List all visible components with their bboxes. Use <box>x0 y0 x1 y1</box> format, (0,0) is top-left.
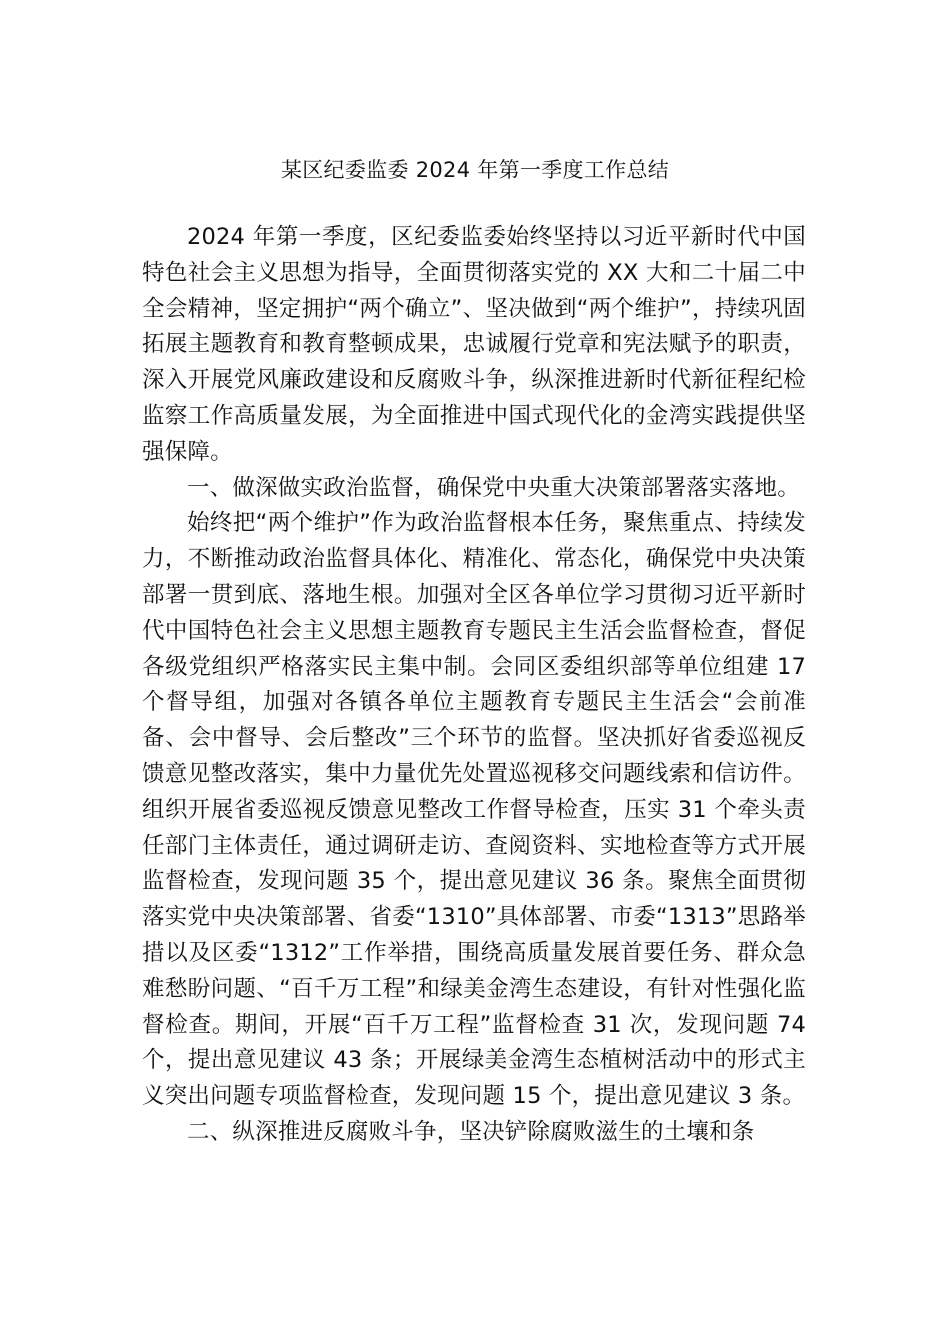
document-title: 某区纪委监委 2024 年第一季度工作总结 <box>280 158 670 182</box>
document-body <box>142 220 806 1151</box>
section-one-heading: 一、做深做实政治监督，确保党中央重大决策部署落实落地。 <box>187 474 800 501</box>
section-one-paragraph: 始终把“两个维护”作为政治监督根本任务，聚焦重点、持续发力，不断推动政治监督具体化、精准化、常态化，确保党中央决策部署一贯到底、落地生根。加强对全区各单位学习贯彻习近平新时代中国特色社会主义思想主题教育专题民主生活会监督检查，督促各级党组织严格落实民主集中制。会同区委组织部等单位组建 17 个督导组，加强对各镇各单位主题教育专题民主生活会“会前准备、会中督导、会后整改”三个环节的监督。坚决抓好省委巡视反馈意见整改落实，集中力量优先处置巡视移交问题线索和信访件。组织开展省委巡视反馈意见整改工作督导检查，压实 31 个牵头责任部门主体责任，通过调研走访、查阅资料、实地检查等方式开展监督检查，发现问题 35 个，提出意见建议 36 条。聚焦全面贯彻落实党中央决策部署、省委“1310”具体部署、市委“1313”思路举措以及区委“1312”工作举措，围绕高质量发展首要任务、群众急难愁盼问题、“百千万工程”和绿美金湾生态建设，有针对性强化监督检查。期间，开展“百千万工程”监督检查 31 次，发现问题 74 个，提出意见建议 43 条；开展绿美金湾生态植树活动中的形式主义突出问题专项监督检查，发现问题 15 个，提出意见建议 3 条。 <box>142 510 806 1110</box>
section-two-heading: 二、纵深推进反腐败斗争，坚决铲除腐败滋生的土壤和条 <box>187 1118 755 1145</box>
intro-paragraph: 2024 年第一季度，区纪委监委始终坚持以习近平新时代中国特色社会主义思想为指导，全面贯彻落实党的 XX 大和二十届二中全会精神，坚定拥护“两个确立”、坚决做到“两个维护”，持续巩固拓展主题教育和教育整顿成果，忠诚履行党章和宪法赋予的职责，深入开展党风廉政建设和反腐败斗争，纵深推进新时代新征程纪检监察工作高质量发展，为全面推进中国式现代化的金湾实践提供坚强保障。 <box>142 224 806 465</box>
